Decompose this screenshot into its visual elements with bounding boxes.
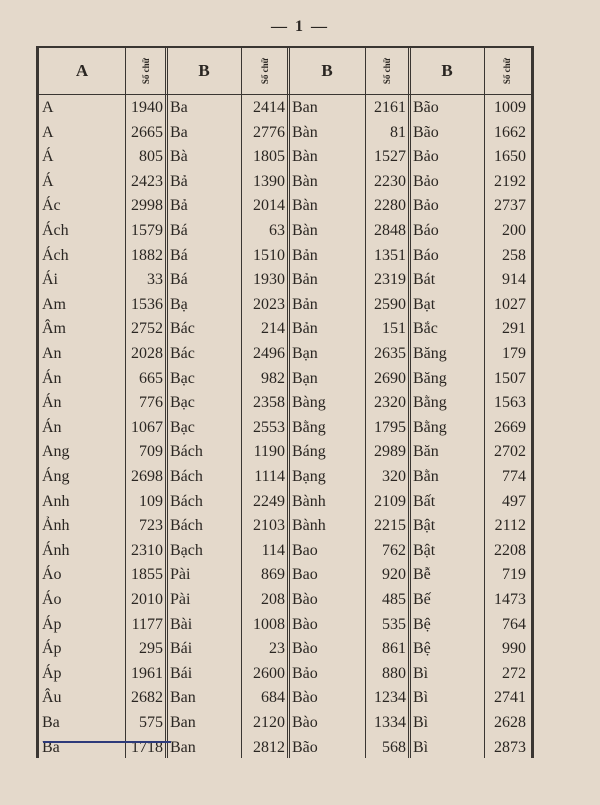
table-row — [39, 219, 531, 244]
syllable-cell: Bản — [292, 320, 318, 338]
word-count-cell: 2496 — [253, 345, 285, 362]
table-row — [39, 244, 531, 269]
word-count-cell: 1009 — [494, 99, 526, 116]
syllable-cell: Bất — [413, 492, 436, 510]
word-count-cell: 1718 — [131, 738, 163, 756]
word-count-cell: 1650 — [494, 148, 526, 166]
syllable-cell: Bạ — [170, 295, 188, 313]
syllable-cell: Bão — [292, 738, 318, 756]
word-count-cell: 1579 — [131, 222, 163, 239]
syllable-cell: Á — [42, 172, 54, 190]
syllable-cell: Ái — [42, 271, 58, 289]
syllable-cell: Bạc — [170, 418, 195, 436]
word-count-cell: 1334 — [374, 714, 406, 731]
word-count-cell: 2192 — [494, 172, 526, 190]
word-count-cell: 1662 — [494, 123, 526, 141]
syllable-cell: Bao — [292, 566, 318, 584]
syllable-cell: Bằng — [413, 418, 447, 436]
ink-strike-mark — [43, 741, 171, 743]
syllable-cell: Áp — [42, 615, 62, 633]
syllable-cell: Án — [42, 369, 62, 387]
syllable-cell: Bao — [292, 541, 318, 559]
page-number: — 1 — — [271, 18, 329, 35]
header-count: Số chữ — [140, 57, 151, 85]
table-row — [39, 588, 531, 613]
word-count-cell: 880 — [382, 664, 406, 682]
syllable-cell: Bàn — [292, 197, 318, 215]
word-count-cell: 684 — [261, 689, 285, 707]
word-count-cell: 2848 — [374, 222, 406, 239]
syllable-cell: Ban — [170, 714, 196, 731]
word-count-cell: 535 — [382, 615, 406, 633]
word-count-cell: 2358 — [253, 394, 285, 412]
syllable-cell: Bạc — [170, 394, 195, 412]
syllable-cell: Ách — [42, 222, 69, 239]
word-count-cell: 2310 — [131, 541, 163, 559]
word-count-cell: 665 — [139, 369, 163, 387]
syllable-cell: Băng — [413, 369, 447, 387]
word-count-cell: 2665 — [131, 123, 163, 141]
syllable-cell: Bảo — [413, 172, 439, 190]
syllable-cell: Ba — [42, 738, 60, 756]
word-count-cell: 81 — [390, 123, 406, 141]
syllable-cell: Băn — [413, 443, 439, 461]
word-count-cell: 1351 — [374, 246, 406, 264]
word-count-cell: 2112 — [494, 517, 526, 535]
word-count-cell: 990 — [502, 640, 526, 658]
table-row — [39, 736, 531, 761]
word-count-cell: 63 — [269, 222, 285, 239]
syllable-cell: Bằng — [413, 394, 447, 412]
word-count-cell: 2989 — [374, 443, 406, 461]
syllable-cell: Bì — [413, 714, 429, 731]
header-count: Số chữ — [382, 57, 392, 85]
word-count-cell: 2249 — [253, 492, 285, 510]
word-count-cell: 1882 — [131, 246, 163, 264]
syllable-cell: Bào — [292, 615, 318, 633]
header-letter-b: B — [321, 61, 333, 80]
table-row — [39, 686, 531, 711]
word-count-cell: 2120 — [253, 714, 285, 731]
word-count-cell: 2698 — [131, 468, 163, 485]
word-count-cell: 2635 — [374, 345, 406, 362]
syllable-cell: Bạch — [170, 541, 203, 559]
syllable-cell: Bá — [170, 246, 188, 264]
syllable-cell: Ang — [42, 443, 70, 461]
word-count-cell: 1961 — [131, 664, 163, 682]
word-count-cell: 2682 — [131, 689, 163, 707]
syllable-cell: Bạt — [413, 295, 436, 313]
table-row — [39, 391, 531, 416]
word-count-cell: 2628 — [494, 714, 526, 731]
table-row — [39, 613, 531, 638]
word-count-cell: 109 — [139, 492, 163, 510]
word-count-cell: 2414 — [253, 99, 285, 116]
syllable-cell: Bàn — [292, 222, 318, 239]
word-count-cell: 2752 — [131, 320, 163, 338]
syllable-cell: Ác — [42, 197, 61, 215]
syllable-cell: Anh — [42, 492, 70, 510]
table-row — [39, 194, 531, 219]
syllable-cell: Bác — [170, 345, 195, 362]
table-header — [39, 48, 531, 95]
syllable-cell: Bả — [170, 197, 188, 215]
word-count-cell: 1855 — [131, 566, 163, 584]
word-count-cell: 2280 — [374, 197, 406, 215]
table-row — [39, 416, 531, 441]
table-row — [39, 563, 531, 588]
syllable-cell: Bàng — [292, 394, 326, 412]
syllable-cell: Bách — [170, 492, 203, 510]
word-count-cell: 1114 — [254, 468, 285, 485]
word-count-cell: 272 — [502, 664, 526, 682]
word-count-cell: 1795 — [374, 418, 406, 436]
word-count-cell: 2998 — [131, 197, 163, 215]
word-count-cell: 485 — [382, 591, 406, 608]
syllable-cell: Bì — [413, 664, 429, 682]
syllable-cell: Bàn — [292, 148, 318, 166]
table-row — [39, 293, 531, 318]
syllable-cell: Bác — [170, 320, 195, 338]
word-count-cell: 2208 — [494, 541, 526, 559]
table-row — [39, 539, 531, 564]
syllable-cell: Bách — [170, 468, 203, 485]
table-row — [39, 317, 531, 342]
word-count-cell: 2741 — [494, 689, 526, 707]
word-count-cell: 2109 — [374, 492, 406, 510]
syllable-cell: Ba — [170, 123, 188, 141]
syllable-cell: Bì — [413, 689, 429, 707]
header-count: Số chữ — [259, 57, 270, 85]
word-count-cell: 920 — [382, 566, 406, 584]
syllable-cell: Báo — [413, 246, 439, 264]
syllable-cell: Bành — [292, 492, 326, 510]
word-count-cell: 2023 — [253, 295, 285, 313]
syllable-cell: Âm — [42, 320, 66, 338]
word-count-cell: 1930 — [253, 271, 285, 289]
word-count-cell: 1805 — [253, 148, 285, 166]
word-count-cell: 2161 — [374, 99, 406, 116]
syllable-cell: Bạng — [292, 468, 326, 485]
header-letter-a: A — [75, 61, 89, 80]
table-row — [39, 711, 531, 736]
syllable-cell: Bà — [170, 148, 188, 166]
syllable-cell: Bão — [413, 123, 439, 141]
syllable-cell: Bệ — [413, 640, 431, 658]
syllable-cell: Áp — [42, 664, 62, 682]
word-count-cell: 2690 — [374, 369, 406, 387]
word-count-cell: 762 — [382, 541, 406, 559]
syllable-cell: Bá — [170, 271, 188, 289]
syllable-cell: Bào — [292, 689, 318, 707]
word-count-cell: 2590 — [374, 295, 406, 313]
table-row — [39, 440, 531, 465]
word-count-cell: 709 — [139, 443, 163, 461]
syllable-cell: Ban — [170, 689, 196, 707]
word-count-cell: 1536 — [131, 295, 163, 313]
syllable-cell: Bạn — [292, 369, 318, 387]
header-letter-b: B — [441, 61, 453, 80]
syllable-cell: Bách — [170, 443, 203, 461]
syllable-cell: Bì — [413, 738, 429, 756]
syllable-cell: Bạn — [292, 345, 318, 362]
word-count-cell: 719 — [502, 566, 526, 584]
word-count-cell: 2600 — [253, 664, 285, 682]
syllable-cell: Bật — [413, 541, 436, 559]
index-table — [36, 46, 534, 758]
syllable-cell: Bảo — [413, 148, 439, 166]
word-count-cell: 114 — [261, 541, 285, 559]
syllable-cell: Áo — [42, 591, 62, 608]
syllable-cell: Bệ — [413, 615, 431, 633]
syllable-cell: Bế — [413, 591, 431, 608]
word-count-cell: 1510 — [253, 246, 285, 264]
table-row — [39, 662, 531, 687]
syllable-cell: Bái — [170, 640, 193, 658]
syllable-cell: Pài — [170, 591, 191, 608]
syllable-cell: Bá — [170, 222, 188, 239]
table-row — [39, 145, 531, 170]
syllable-cell: Ảnh — [42, 517, 70, 535]
syllable-cell: Bạc — [170, 369, 195, 387]
syllable-cell: Bài — [170, 615, 193, 633]
syllable-cell: Bản — [292, 271, 318, 289]
word-count-cell: 200 — [502, 222, 526, 239]
word-count-cell: 776 — [139, 394, 163, 412]
word-count-cell: 2215 — [374, 517, 406, 535]
word-count-cell: 320 — [382, 468, 406, 485]
word-count-cell: 2010 — [131, 591, 163, 608]
header-letter-b: B — [198, 61, 210, 80]
header-count: Số chữ — [502, 57, 512, 85]
syllable-cell: A — [42, 123, 54, 141]
syllable-cell: Báo — [413, 222, 439, 239]
syllable-cell: Bàn — [292, 123, 318, 141]
word-count-cell: 2776 — [253, 123, 285, 141]
syllable-cell: Bắc — [413, 320, 438, 338]
word-count-cell: 982 — [261, 369, 285, 387]
word-count-cell: 1940 — [131, 99, 163, 116]
word-count-cell: 2320 — [374, 394, 406, 412]
word-count-cell: 914 — [502, 271, 526, 289]
word-count-cell: 2669 — [494, 418, 526, 436]
word-count-cell: 869 — [261, 566, 285, 584]
syllable-cell: Bào — [292, 714, 318, 731]
word-count-cell: 1067 — [131, 418, 163, 436]
table-row — [39, 465, 531, 490]
syllable-cell: Bản — [292, 246, 318, 264]
word-count-cell: 2028 — [131, 345, 163, 362]
table-row — [39, 367, 531, 392]
syllable-cell: Bành — [292, 517, 326, 535]
syllable-cell: Ba — [42, 714, 60, 731]
syllable-cell: Ban — [170, 738, 196, 756]
table-row — [39, 96, 531, 121]
word-count-cell: 2014 — [253, 197, 285, 215]
word-count-cell: 1507 — [494, 369, 526, 387]
syllable-cell: An — [42, 345, 62, 362]
word-count-cell: 2553 — [253, 418, 285, 436]
syllable-cell: Ba — [170, 99, 188, 116]
word-count-cell: 1190 — [253, 443, 285, 461]
word-count-cell: 1563 — [494, 394, 526, 412]
word-count-cell: 1234 — [374, 689, 406, 707]
syllable-cell: Bễ — [413, 566, 431, 584]
word-count-cell: 1008 — [253, 615, 285, 633]
syllable-cell: Pài — [170, 566, 191, 584]
word-count-cell: 23 — [269, 640, 285, 658]
word-count-cell: 179 — [502, 345, 526, 362]
syllable-cell: Âu — [42, 689, 62, 707]
syllable-cell: Bả — [170, 172, 188, 190]
syllable-cell: Bật — [413, 517, 436, 535]
word-count-cell: 258 — [502, 246, 526, 264]
word-count-cell: 2812 — [253, 738, 285, 756]
table-row — [39, 342, 531, 367]
word-count-cell: 208 — [261, 591, 285, 608]
word-count-cell: 2230 — [374, 172, 406, 190]
table-row — [39, 514, 531, 539]
syllable-cell: Án — [42, 418, 62, 436]
syllable-cell: Bản — [292, 295, 318, 313]
word-count-cell: 1177 — [131, 615, 163, 633]
syllable-cell: A — [42, 99, 54, 116]
word-count-cell: 2873 — [494, 738, 526, 756]
word-count-cell: 1473 — [494, 591, 526, 608]
syllable-cell: Áp — [42, 640, 62, 658]
table-row — [39, 170, 531, 195]
table-row — [39, 637, 531, 662]
syllable-cell: Án — [42, 394, 62, 412]
word-count-cell: 151 — [382, 320, 406, 338]
table-row — [39, 121, 531, 146]
word-count-cell: 1527 — [374, 148, 406, 166]
syllable-cell: Á — [42, 148, 54, 166]
syllable-cell: Bảo — [292, 664, 318, 682]
syllable-cell: Ánh — [42, 541, 70, 559]
table-row — [39, 490, 531, 515]
word-count-cell: 2737 — [494, 197, 526, 215]
syllable-cell: Băng — [413, 345, 447, 362]
table-row — [39, 268, 531, 293]
word-count-cell: 214 — [261, 320, 285, 338]
syllable-cell: Áng — [42, 468, 70, 485]
syllable-cell: Bão — [413, 99, 439, 116]
word-count-cell: 497 — [502, 492, 526, 510]
word-count-cell: 2103 — [253, 517, 285, 535]
syllable-cell: Bát — [413, 271, 436, 289]
word-count-cell: 33 — [147, 271, 163, 289]
word-count-cell: 805 — [139, 148, 163, 166]
syllable-cell: Bằn — [413, 468, 439, 485]
syllable-cell: Ách — [42, 246, 69, 264]
syllable-cell: Am — [42, 295, 66, 313]
syllable-cell: Ban — [292, 99, 318, 116]
word-count-cell: 764 — [502, 615, 526, 633]
word-count-cell: 1027 — [494, 295, 526, 313]
syllable-cell: Bào — [292, 591, 318, 608]
syllable-cell: Bái — [170, 664, 193, 682]
syllable-cell: Báng — [292, 443, 326, 461]
word-count-cell: 774 — [502, 468, 526, 485]
syllable-cell: Bào — [292, 640, 318, 658]
syllable-cell: Áo — [42, 566, 62, 584]
word-count-cell: 1390 — [253, 172, 285, 190]
syllable-cell: Bàn — [292, 172, 318, 190]
word-count-cell: 723 — [139, 517, 163, 535]
word-count-cell: 568 — [382, 738, 406, 756]
syllable-cell: Bảo — [413, 197, 439, 215]
word-count-cell: 575 — [139, 714, 163, 731]
syllable-cell: Bằng — [292, 418, 326, 436]
word-count-cell: 2702 — [494, 443, 526, 461]
word-count-cell: 2319 — [374, 271, 406, 289]
word-count-cell: 291 — [502, 320, 526, 338]
syllable-cell: Bách — [170, 517, 203, 535]
word-count-cell: 861 — [382, 640, 406, 658]
word-count-cell: 295 — [139, 640, 163, 658]
word-count-cell: 2423 — [131, 172, 163, 190]
